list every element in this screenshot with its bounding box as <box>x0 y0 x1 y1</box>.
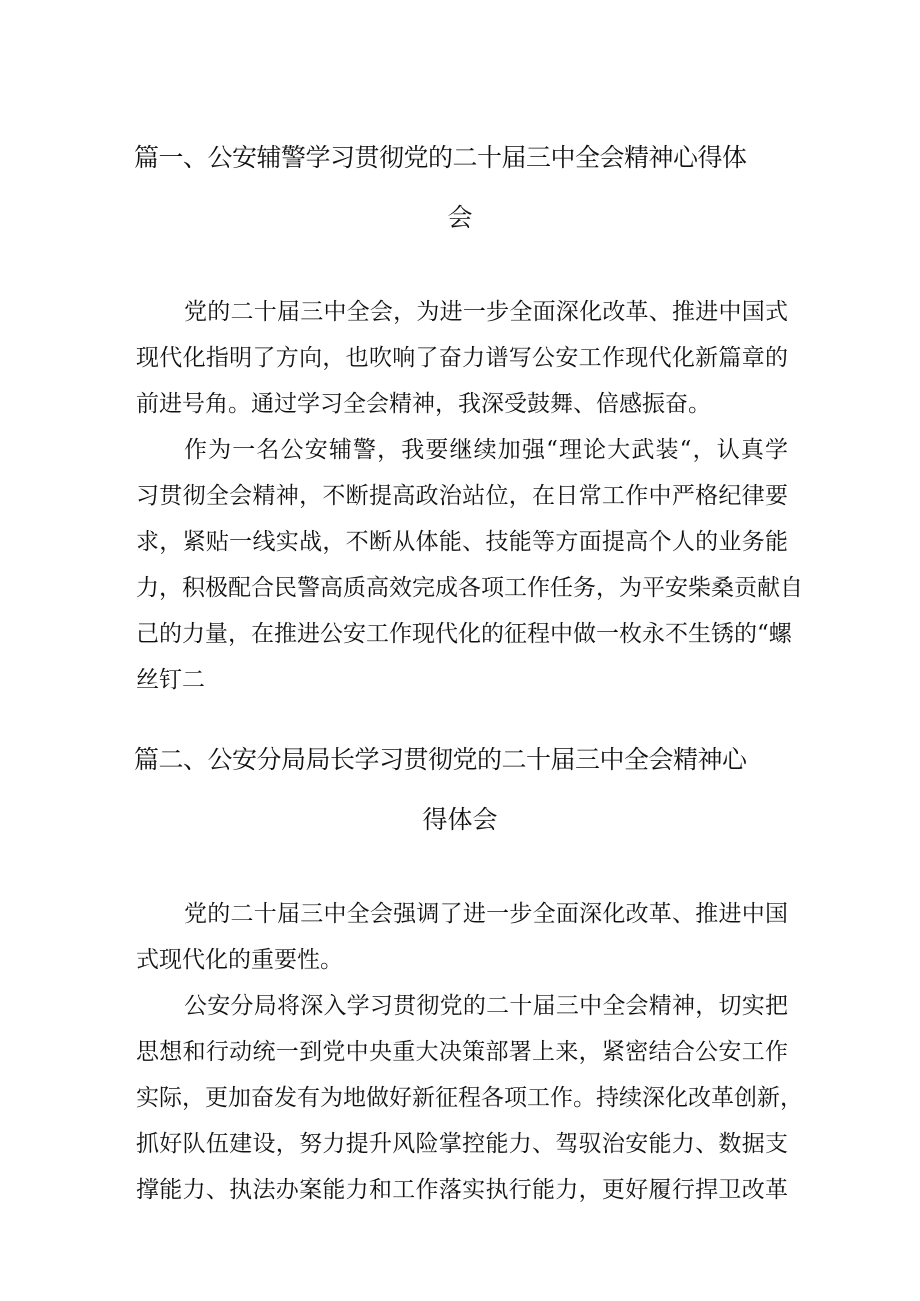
section1-line-9: 丝钉二 <box>136 667 205 693</box>
section1-line-7: 力，积极配合民警高质高效完成各项工作任务，为平安柴桑贡献自 <box>136 575 803 601</box>
section1-line-3: 前进号角。通过学习全会精神，我深受鼓舞、倍感振奋。 <box>136 391 711 417</box>
section1-line-5: 习贯彻全会精神，不断提高政治站位，在日常工作中严格纪律要 <box>136 483 788 509</box>
section1-line-1: 党的二十届三中全会，为进一步全面深化改革、推进中国式 <box>184 299 788 325</box>
section2-line-4: 思想和行动统一到党中央重大决策部署上来，紧密结合公安工作 <box>136 1039 788 1065</box>
section1-title-line1: 篇一、公安辅警学习贯彻党的二十届三中全会精神心得体 <box>134 143 747 172</box>
section1-line-6: 求，紧贴一线实战，不断从体能、技能等方面提高个人的业务能 <box>136 529 788 555</box>
section1-line-8: 己的力量，在推进公安工作现代化的征程中做一枚永不生锈的“螺 <box>136 621 792 647</box>
section1-line-2: 现代化指明了方向，也吹响了奋力谱写公安工作现代化新篇章的 <box>136 345 788 371</box>
section2-title-line1: 篇二、公安分局局长学习贯彻党的二十届三中全会精神心 <box>134 745 747 774</box>
section2-line-5: 实际，更加奋发有为地做好新征程各项工作。持续深化改革创新， <box>136 1085 803 1111</box>
section1-line-4: 作为一名公安辅警，我要继续加强“理论大武装“，认真学 <box>184 437 788 463</box>
section2-line-7: 撑能力、执法办案能力和工作落实执行能力，更好履行捍卫改革 <box>136 1177 788 1203</box>
section2-title-line2: 得体会 <box>422 805 498 834</box>
section1-title-line2: 会 <box>447 203 473 232</box>
section2-line-2: 式现代化的重要性。 <box>136 947 343 973</box>
section2-line-1: 党的二十届三中全会强调了进一步全面深化改革、推进中国 <box>184 901 788 927</box>
section2-line-3: 公安分局将深入学习贯彻党的二十届三中全会精神，切实把 <box>184 993 788 1019</box>
section2-line-6: 抓好队伍建设，努力提升风险掌控能力、驾驭治安能力、数据支 <box>136 1131 788 1157</box>
